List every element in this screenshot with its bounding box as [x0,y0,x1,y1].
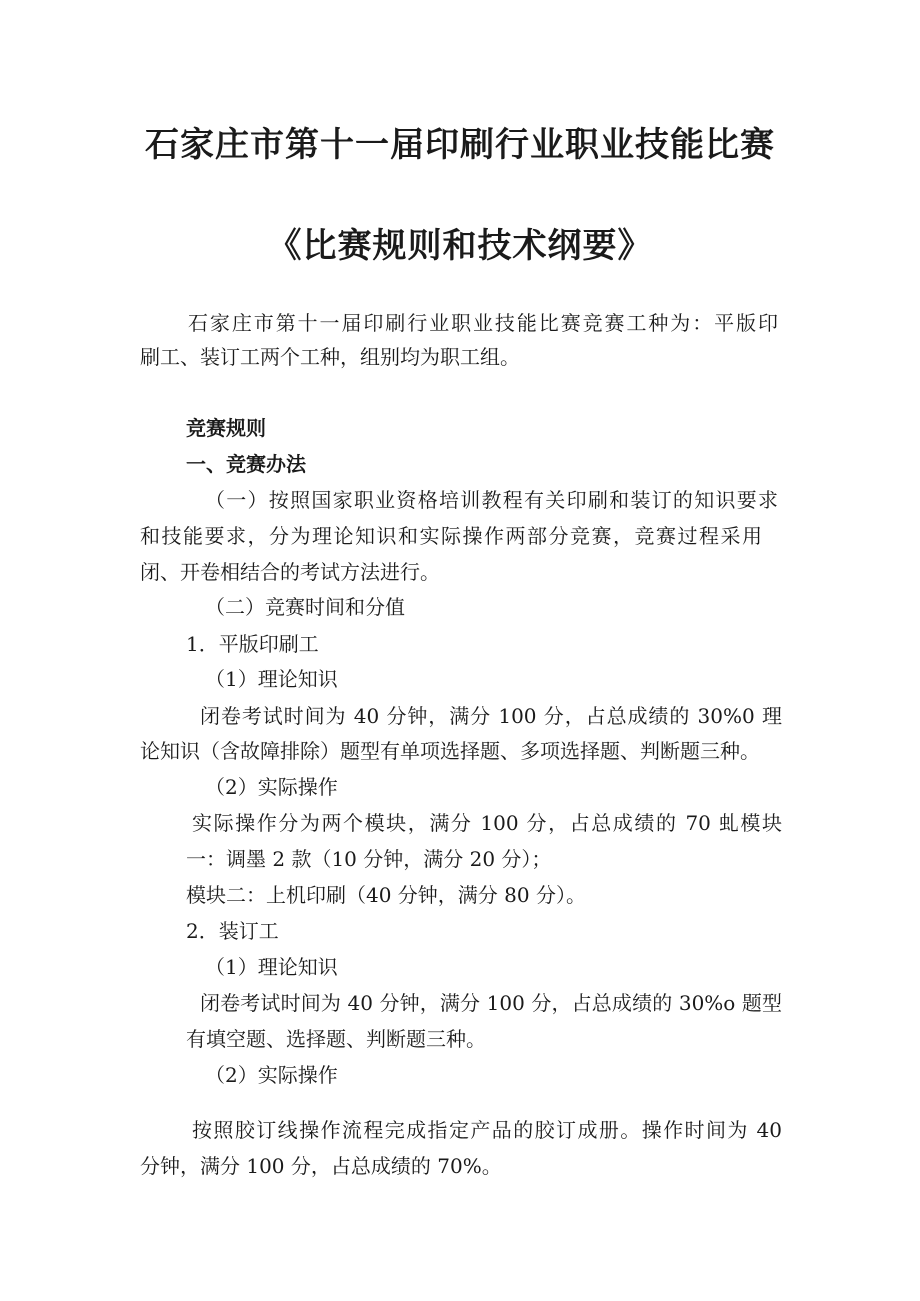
press-practice-heading: （2）实际操作 [205,775,338,799]
intro-line-1: 石家庄市第十一届印刷行业职业技能比赛竞赛工种为：平版印 [188,311,778,335]
press-practice-line-1: 实际操作分为两个模块，满分 100 分，占总成绩的 70 虬模块 [192,811,782,835]
document-title: 石家庄市第十一届印刷行业职业技能比赛 [145,125,775,165]
item-1-line-2: 和技能要求，分为理论知识和实际操作两部分竞赛，竞赛过程采用 [140,524,762,548]
section-1-heading: 一、竞赛办法 [186,452,306,476]
rules-heading: 竞赛规则 [186,416,266,440]
binding-practice-line-2: 分钟，满分 100 分，占总成绩的 70%。 [140,1154,502,1178]
binding-theory-line-1: 闭卷考试时间为 40 分钟，满分 100 分，占总成绩的 30%o 题型 [200,991,782,1015]
press-theory-line-1: 闭卷考试时间为 40 分钟，满分 100 分，占总成绩的 30%0 理 [200,704,782,728]
binding-heading: 2．装订工 [186,919,279,943]
item-1-line-3: 闭、开卷相结合的考试方法进行。 [140,560,440,584]
press-theory-heading: （1）理论知识 [205,667,338,691]
binding-theory-line-2: 有填空题、选择题、判断题三种。 [186,1027,486,1051]
binding-practice-heading: （2）实际操作 [205,1063,338,1087]
item-2-heading: （二）竞赛时间和分值 [205,595,405,619]
item-1-line-1: （一）按照国家职业资格培训教程有关印刷和装订的知识要求 [205,488,778,512]
press-practice-line-2: 一：调墨 2 款（10 分钟，满分 20 分）； [186,847,552,871]
press-heading: 1．平版印刷工 [186,632,319,656]
intro-line-2: 刷工、装订工两个工种，组别均为职工组。 [140,345,520,369]
document-subtitle: 《比赛规则和技术纲要》 [267,226,653,266]
press-practice-line-3: 模块二：上机印刷（40 分钟，满分 80 分）。 [186,883,586,907]
press-theory-line-2: 论知识（含故障排除）题型有单项选择题、多项选择题、判断题三种。 [140,739,760,763]
binding-practice-line-1: 按照胶订线操作流程完成指定产品的胶订成册。操作时间为 40 [192,1118,782,1142]
binding-theory-heading: （1）理论知识 [205,955,338,979]
